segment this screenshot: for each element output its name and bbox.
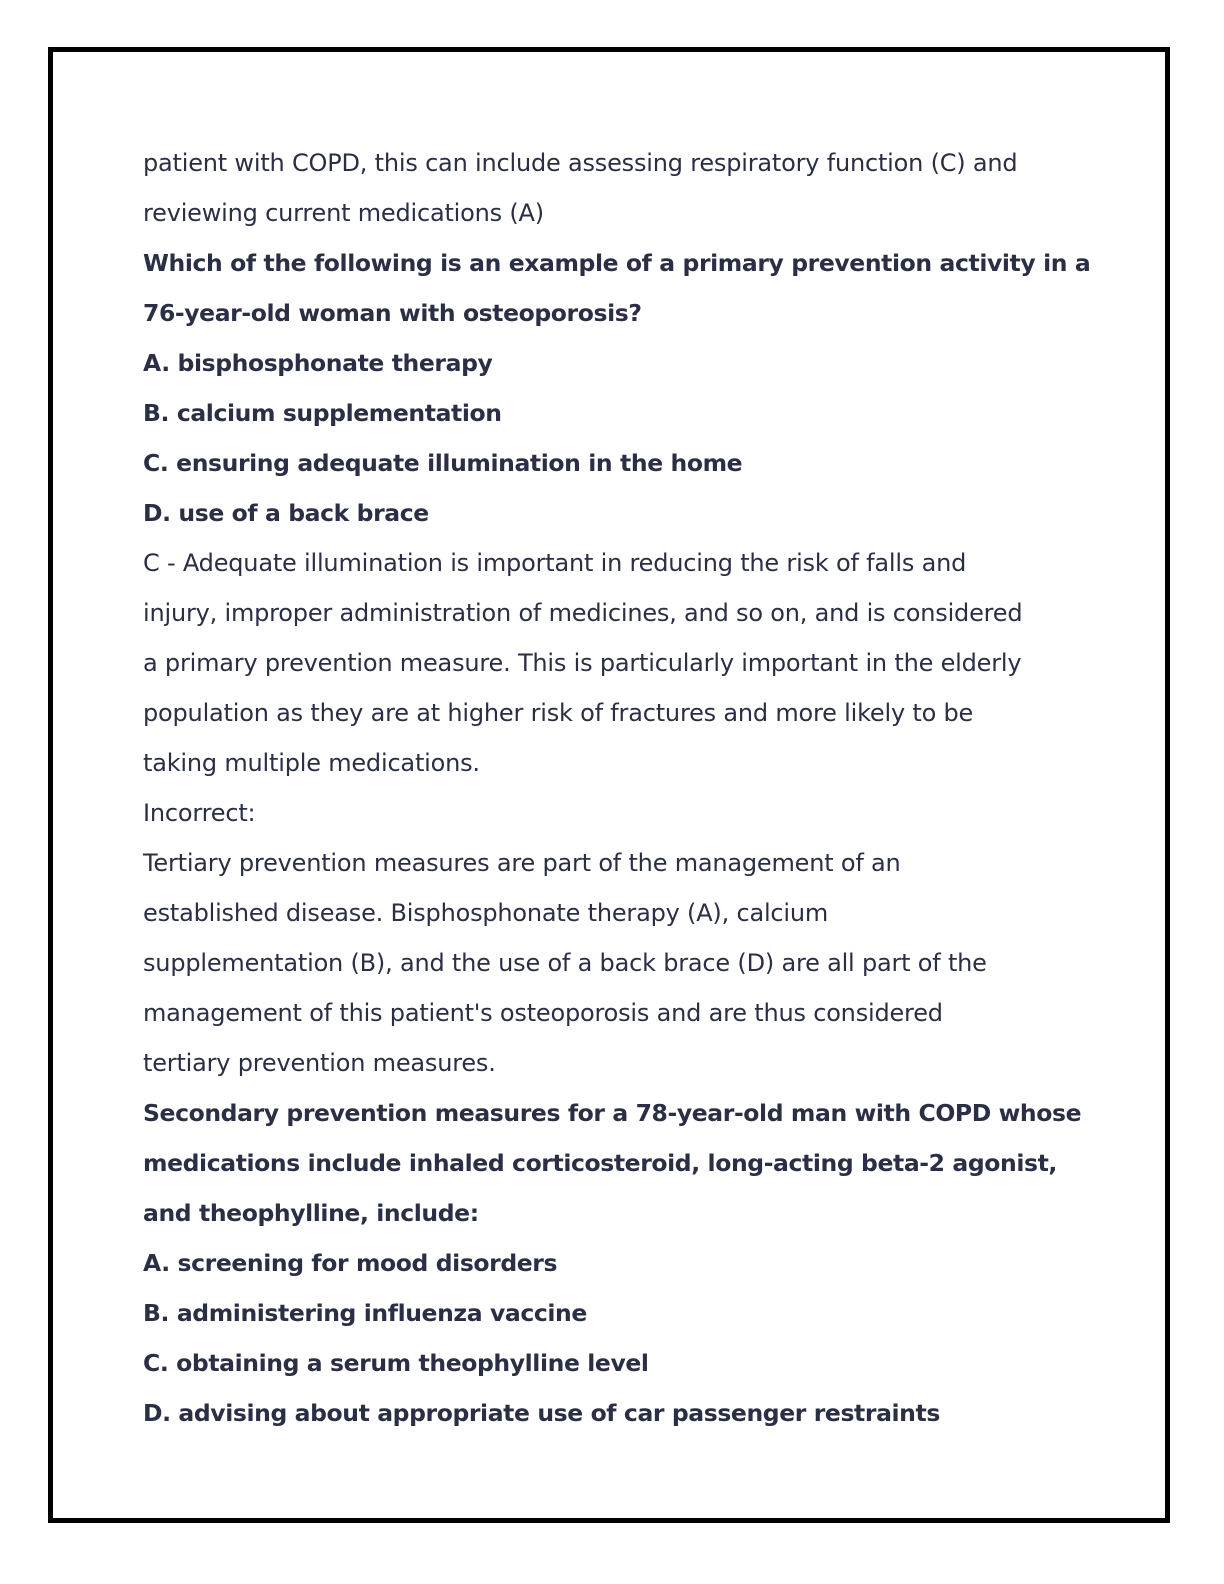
explanation-text: C - Adequate illumination is important in reducing the risk of falls and bbox=[143, 549, 967, 577]
explanation-text: taking multiple medications. bbox=[143, 749, 480, 777]
explanation-text: Tertiary prevention measures are part of the management of an bbox=[143, 849, 901, 877]
incorrect-heading: Incorrect: bbox=[143, 799, 256, 827]
answer-option: C. obtaining a serum theophylline level bbox=[143, 1349, 649, 1377]
question-text: 76-year-old woman with osteoporosis? bbox=[143, 299, 642, 327]
explanation-text: tertiary prevention measures. bbox=[143, 1049, 496, 1077]
answer-option: D. use of a back brace bbox=[143, 499, 429, 527]
answer-option: B. calcium supplementation bbox=[143, 399, 502, 427]
answer-option: B. administering influenza vaccine bbox=[143, 1299, 587, 1327]
explanation-text: population as they are at higher risk of fractures and more likely to be bbox=[143, 699, 974, 727]
answer-option: C. ensuring adequate illumination in the home bbox=[143, 449, 743, 477]
explanation-text: supplementation (B), and the use of a back brace (D) are all part of the bbox=[143, 949, 987, 977]
explanation-text: a primary prevention measure. This is particularly important in the elderly bbox=[143, 649, 1022, 677]
explanation-text: injury, improper administration of medicines, and so on, and is considered bbox=[143, 599, 1023, 627]
explanation-text: management of this patient's osteoporosis and are thus considered bbox=[143, 999, 943, 1027]
question-text: medications include inhaled corticosteroid, long-acting beta-2 agonist, bbox=[143, 1149, 1057, 1177]
question-text: and theophylline, include: bbox=[143, 1199, 479, 1227]
answer-option: A. screening for mood disorders bbox=[143, 1249, 558, 1277]
document-body bbox=[143, 138, 1091, 1438]
explanation-text: established disease. Bisphosphonate therapy (A), calcium bbox=[143, 899, 829, 927]
text-line: reviewing current medications (A) bbox=[143, 199, 544, 227]
answer-option: D. advising about appropriate use of car passenger restraints bbox=[143, 1399, 940, 1427]
question-text: Which of the following is an example of a primary prevention activity in a bbox=[143, 249, 1091, 277]
question-text: Secondary prevention measures for a 78-year-old man with COPD whose bbox=[143, 1099, 1082, 1127]
text-line: patient with COPD, this can include assessing respiratory function (C) and bbox=[143, 149, 1018, 177]
answer-option: A. bisphosphonate therapy bbox=[143, 349, 493, 377]
